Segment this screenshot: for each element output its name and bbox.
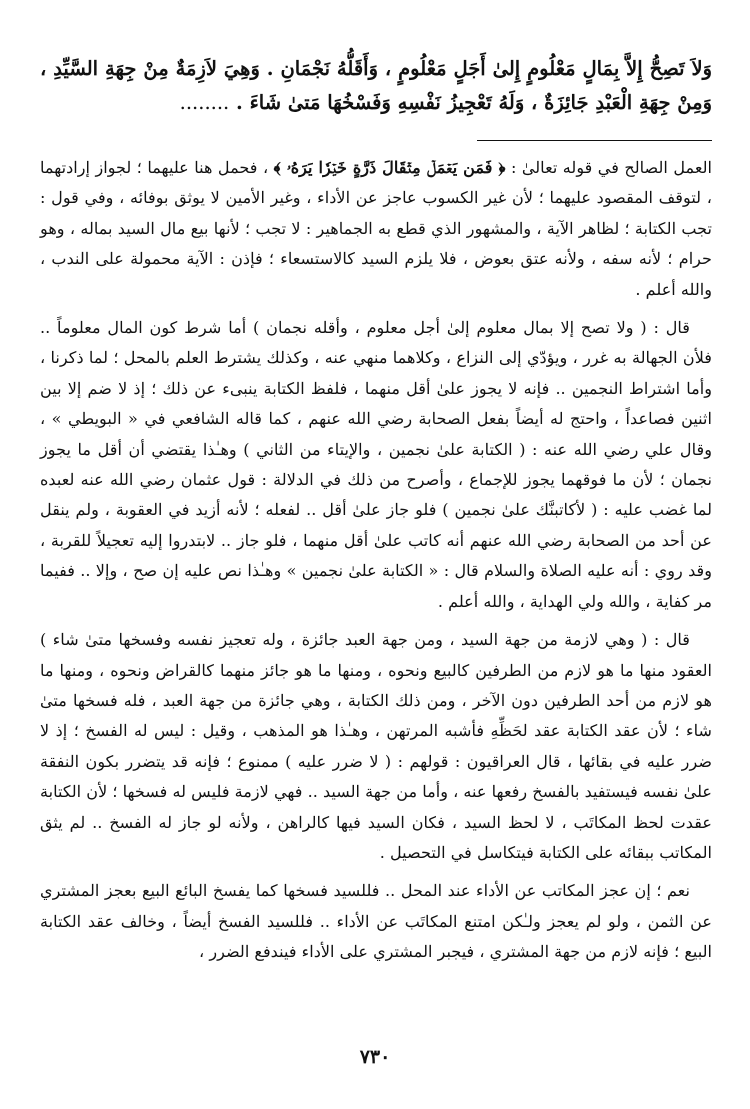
commentary-paragraph-3: قال : ( وهي لازمة من جهة السيد ، ومن جهة العبد جائزة ، وله تعجيز نفسه وفسخها متىٰ شاء ) العقود منها ما هو لازم من الطرفين كالبيع ونحوه ، ومنها ما هو جائز منهما كالقراض ونحوه ، ومنها ما هو لازم من أحد الطرفين دون الآخر ، ومن ذلك الكتابة ، وهي جائزة من جهة العبد ، فله فسخها متىٰ شاء ؛ لأن عقد الكتابة عقد لحَظِّهِ فأشبه المرتهن ، وهـٰذا هو المذهب ، وقيل : ليس له الفسخ ؛ إذ لا ضرر عليه في بقائها ، قال العراقيون : قولهم : ( لا ضرر عليه ) ممنوع ؛ فإنه قد يتضرر بكون النفقة علىٰ نفسه فيستفيد بالفسخ رفعها عنه ، وأما من جهة السيد .. فهي لازمة فليس له فسخها ؛ لأن الكتابة عقدت لحظ المكاتَب ، لا لحظ السيد ، فكان السيد فيها كالراهن ، ولأنه لو جاز له الفسخ .. لم يثق المكاتب ببقائه على الكتابة فيتكاسل في التحصيل .: [40, 630, 713, 862]
commentary-block: [40, 153, 712, 976]
quran-verse: ﴿ فَمَن يَعۡمَلۡ مِثۡقَالَ ذَرَّةٍ خَيۡرٗا يَرَهُۥ ﴾: [273, 158, 506, 177]
page-number: ٧٣٠: [359, 1046, 391, 1068]
matn-dots: ........: [179, 91, 230, 114]
commentary-paragraph-1: [40, 153, 712, 305]
commentary-p1-intro: العمل الصالح في قوله تعالىٰ :: [510, 158, 712, 177]
commentary-paragraph-2: قال : ( ولا تصح إلا بمال معلوم إلىٰ أجل معلوم ، وأقله نجمان ) أما شرط كون المال معلوماً .. فلأن الجهالة به غرر ، ويؤدّي إلى النزاع ، وكلاهما منهي عنه ، وكذلك يشترط العلم بالمحل ؛ لما ذكرنا ، وأما اشتراط النجمين .. فإنه لا يجوز علىٰ أقل منهما ، فلفظ الكتابة ينبىء عن ذلك ؛ إذ لا ضم إلا بين اثنين فصاعداً ، واحتج له أيضاً بفعل الصحابة رضي الله عنهم ، كما قاله الشافعي في « البويطي » ، وقال علي رضي الله عنه : ( الكتابة علىٰ نجمين ، والإيتاء من الثاني ) وهـٰذا يقتضي أن أقل ما يجوز نجمان ؛ لأن ما فوقهما يجوز للإجماع ، وأصرح من ذلك في الدلالة : قول عثمان رضي الله عنه لعبده لما غضب عليه : ( لأكاتبنَّك علىٰ نجمين ) فلو جاز علىٰ أقل .. لفعله ؛ لأنه أزيد في العقوبة ، ولم ينقل عن أحد من الصحابة رضي الله عنهم أنه كاتب علىٰ أقل منهما ، فلو جاز .. لابتدروا إليه تعجيلاً للقربة ، وقد روي : أنه عليه الصلاة والسلام قال : « الكتابة علىٰ نجمين » وهـٰذا نص عليه إن صح ، وإلا .. ففيما مر كفاية ، والله ولي الهداية ، والله أعلم .: [40, 318, 712, 611]
commentary-p1-rest: ، فحمل هنا عليهما ؛ لجواز إرادتهما ، لتوقف المقصود عليهما ؛ لأن غير الكسوب عاجز عن الأداء ، وغير الأمين لا يوثق بوفائه ، وفي قول : تجب الكتابة ؛ لظاهر الآية ، والمشهور الذي قطع به الجماهير : لا تجب ؛ لأنها بيع مال السيد بماله ، وهو حرام ؛ لأنه سفه ، ولأنه عتق بعوض ، فلا يلزم السيد كالاستسعاء ؛ فإذن : الآية محمولة على الندب ، والله أعلم .: [40, 158, 712, 299]
separator-rule: [477, 140, 712, 141]
matn-text: وَلاَ تَصِحُّ إِلاَّ بِمَالٍ مَعْلُومٍ إِلىٰ أَجَلٍ مَعْلُومٍ ، وَأَقَلُّهُ نَجْمَانِ . وَهِيَ لاَزِمَةٌ مِنْ جِهَةِ السَّيِّدِ ، وَمِنْ جِهَةِ الْعَبْدِ جَائِزَةٌ ، وَلَهُ تَعْجِيزُ نَفْسِهِ وَفَسْخُهَا مَتىٰ شَاءَ .: [40, 57, 712, 114]
commentary-paragraph-4: نعم ؛ إن عجز المكاتب عن الأداء عند المحل .. فللسيد فسخها كما يفسخ البائع البيع بعجز المشتري عن الثمن ، ولو لم يعجز ولـٰكن امتنع المكاتَب عن الأداء .. فللسيد الفسخ أيضاً ، وخالف عقد الكتابة البيع ؛ فإنه لازم من جهة المشتري ، فيجبر المشتري على الأداء فيندفع الضرر ،: [40, 881, 712, 962]
matn-text-block: [40, 52, 712, 120]
